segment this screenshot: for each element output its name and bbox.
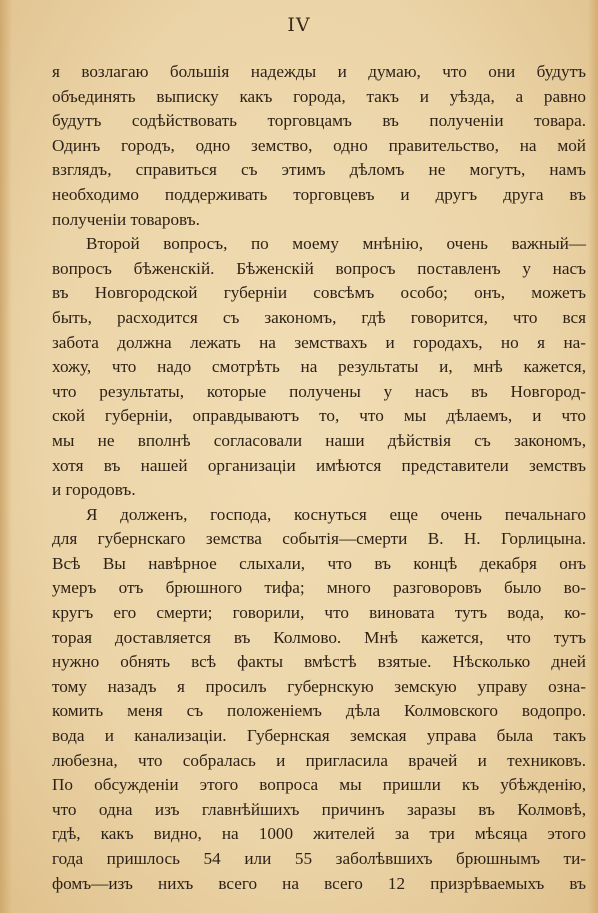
text-line: кругъ его смерти; говорили, что виновата тутъ вода, ко-	[52, 603, 586, 623]
text-line: полученіи товаровъ.	[52, 209, 200, 229]
text-line: быть, расходится съ закономъ, гдѣ говорится, что вся	[52, 307, 586, 327]
text-line: мы не вполнѣ согласовали наши дѣйствія съ закономъ,	[52, 430, 586, 450]
text-line: года пришлось 54 или 55 заболѣвшихъ брюшнымъ ти-	[52, 849, 586, 868]
text-line: умеръ отъ брюшного тифа; много разговоровъ было во-	[52, 578, 586, 598]
text-line: Второй вопросъ, по моему мнѣнію, очень важный—	[86, 234, 586, 254]
text-line: ской губерніи, оправдываютъ то, что мы дѣлаемъ, и что	[52, 406, 586, 426]
text-line: любезна, что собралась и пригласила врачей и техниковъ.	[52, 750, 586, 770]
text-line: Всѣ Вы навѣрное слыхали, что въ концѣ декабря онъ	[52, 553, 586, 573]
text-line: взглядъ, справиться съ этимъ дѣломъ не могутъ, намъ	[52, 160, 586, 180]
text-line: хотя въ нашей организаціи имѣются представители земствъ	[52, 455, 586, 475]
text-line: объединять выписку какъ города, такъ и уѣзда, а равно	[52, 86, 586, 106]
text-line: хожу, что надо смотрѣть на результаты и, мнѣ кажется,	[52, 357, 586, 377]
text-line: нужно обнять всѣ факты вмѣстѣ взятые. Нѣсколько дней	[52, 652, 586, 672]
text-line: что одна изъ главнѣйшихъ причинъ заразы въ Колмовѣ,	[52, 799, 586, 819]
text-line: забота должна лежать на земствахъ и городахъ, но я на-	[52, 332, 586, 352]
text-line: гдѣ, какъ видно, на 1000 жителей за три мѣсяца этого	[52, 824, 586, 844]
page-number: IV	[287, 14, 311, 36]
text-line: вода и канализаціи. Губернская земская управа была такъ	[52, 726, 586, 746]
text-line: необходимо поддерживать торговцевъ и другъ друга въ	[52, 184, 586, 204]
text-line: что результаты, которые получены у насъ въ Новгород-	[52, 381, 586, 401]
paragraph-2	[52, 232, 586, 503]
text-line: По обсужденіи этого вопроса мы пришли къ убѣжденію,	[52, 775, 586, 795]
text-line: вопросъ бѣженскій. Бѣженскій вопросъ поставленъ у насъ	[52, 258, 586, 278]
text-line: я возлагаю большія надежды и думаю, что они будутъ	[52, 62, 586, 81]
text-line: въ Новгородской губерніи совсѣмъ особо; онъ, можетъ	[52, 283, 586, 303]
page-edge-right	[588, 0, 598, 913]
text-line: для губернскаго земства событія—смерти В. Н. Горлицына.	[52, 529, 586, 549]
text-line: тому назадъ я просилъ губернскую земскую управу озна-	[52, 676, 586, 696]
text-line: комить меня съ положеніемъ дѣла Колмовского водопро.	[52, 701, 586, 721]
paragraph-1	[52, 60, 586, 232]
text-line: Я долженъ, господа, коснуться еще очень печальнаго	[86, 504, 586, 524]
body-text	[52, 60, 586, 896]
text-line: и городовъ.	[52, 480, 136, 500]
paragraph-3	[52, 503, 586, 897]
text-line: будутъ содѣйствовать торговцамъ въ полученіи товара.	[52, 111, 586, 131]
text-line: фомъ—изъ нихъ всего на всего 12 призрѣваемыхъ въ	[52, 873, 586, 893]
page-edge-left	[0, 0, 12, 913]
text-line: Одинъ городъ, одно земство, одно правительство, на мой	[52, 135, 586, 155]
text-line: торая доставляется въ Колмово. Мнѣ кажется, что тутъ	[52, 627, 586, 647]
